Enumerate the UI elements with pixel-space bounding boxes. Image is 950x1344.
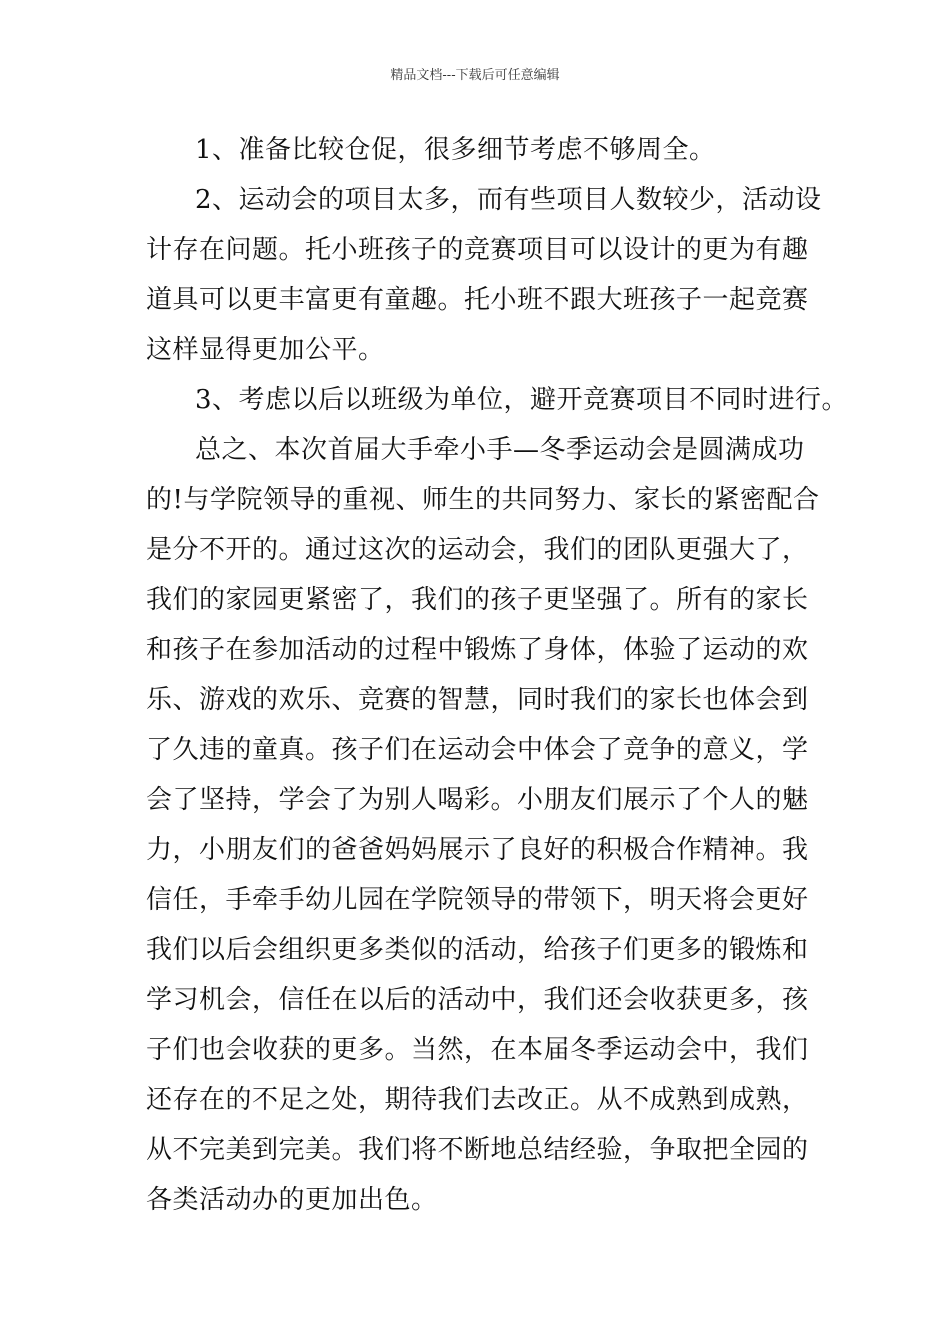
summary-line-3: 是分不开的。通过这次的运动会，我们的团队更强大了， — [146, 535, 809, 565]
summary-line-12: 学习机会，信任在以后的活动中，我们还会收获更多，孩 — [146, 985, 809, 1015]
summary-line-7: 了久违的童真。孩子们在运动会中体会了竞争的意义，学 — [146, 735, 809, 765]
item-2-line-2: 计存在问题。托小班孩子的竞赛项目可以设计的更为有趣 — [146, 235, 809, 265]
summary-line-11: 我们以后会组织更多类似的活动，给孩子们更多的锻炼和 — [146, 935, 809, 965]
summary-line-2: 的!与学院领导的重视、师生的共同努力、家长的紧密配合 — [146, 485, 820, 515]
summary-line-5: 和孩子在参加活动的过程中锻炼了身体，体验了运动的欢 — [146, 635, 809, 665]
summary-line-16: 各类活动办的更加出色。 — [146, 1185, 438, 1215]
page-header: 精品文档---下载后可任意编辑 — [390, 68, 560, 83]
item-2-line-3: 道具可以更丰富更有童趣。托小班不跟大班孩子一起竞赛 — [146, 285, 809, 315]
summary-line-9: 力，小朋友们的爸爸妈妈展示了良好的积极合作精神。我 — [146, 835, 809, 865]
item-3-line-1: 3、考虑以后以班级为单位，避开竞赛项目不同时进行。 — [195, 385, 849, 415]
item-2-line-4: 这样显得更加公平。 — [146, 335, 385, 365]
summary-line-15: 从不完美到完美。我们将不断地总结经验，争取把全园的 — [146, 1135, 809, 1165]
item-1-line-1: 1、准备比较仓促，很多细节考虑不够周全。 — [195, 135, 716, 165]
summary-line-10: 信任，手牵手幼儿园在学院领导的带领下，明天将会更好 — [146, 885, 809, 915]
summary-line-4: 我们的家园更紧密了，我们的孩子更坚强了。所有的家长 — [146, 585, 809, 615]
item-2-line-1: 2、运动会的项目太多，而有些项目人数较少，活动设 — [195, 185, 822, 215]
summary-line-13: 子们也会收获的更多。当然，在本届冬季运动会中，我们 — [146, 1035, 809, 1065]
summary-line-6: 乐、游戏的欢乐、竞赛的智慧，同时我们的家长也体会到 — [146, 685, 809, 715]
summary-line-1: 总之、本次首届大手牵小手—冬季运动会是圆满成功 — [195, 435, 805, 465]
summary-line-8: 会了坚持，学会了为别人喝彩。小朋友们展示了个人的魅 — [146, 785, 809, 815]
summary-line-14: 还存在的不足之处，期待我们去改正。从不成熟到成熟， — [146, 1085, 809, 1115]
